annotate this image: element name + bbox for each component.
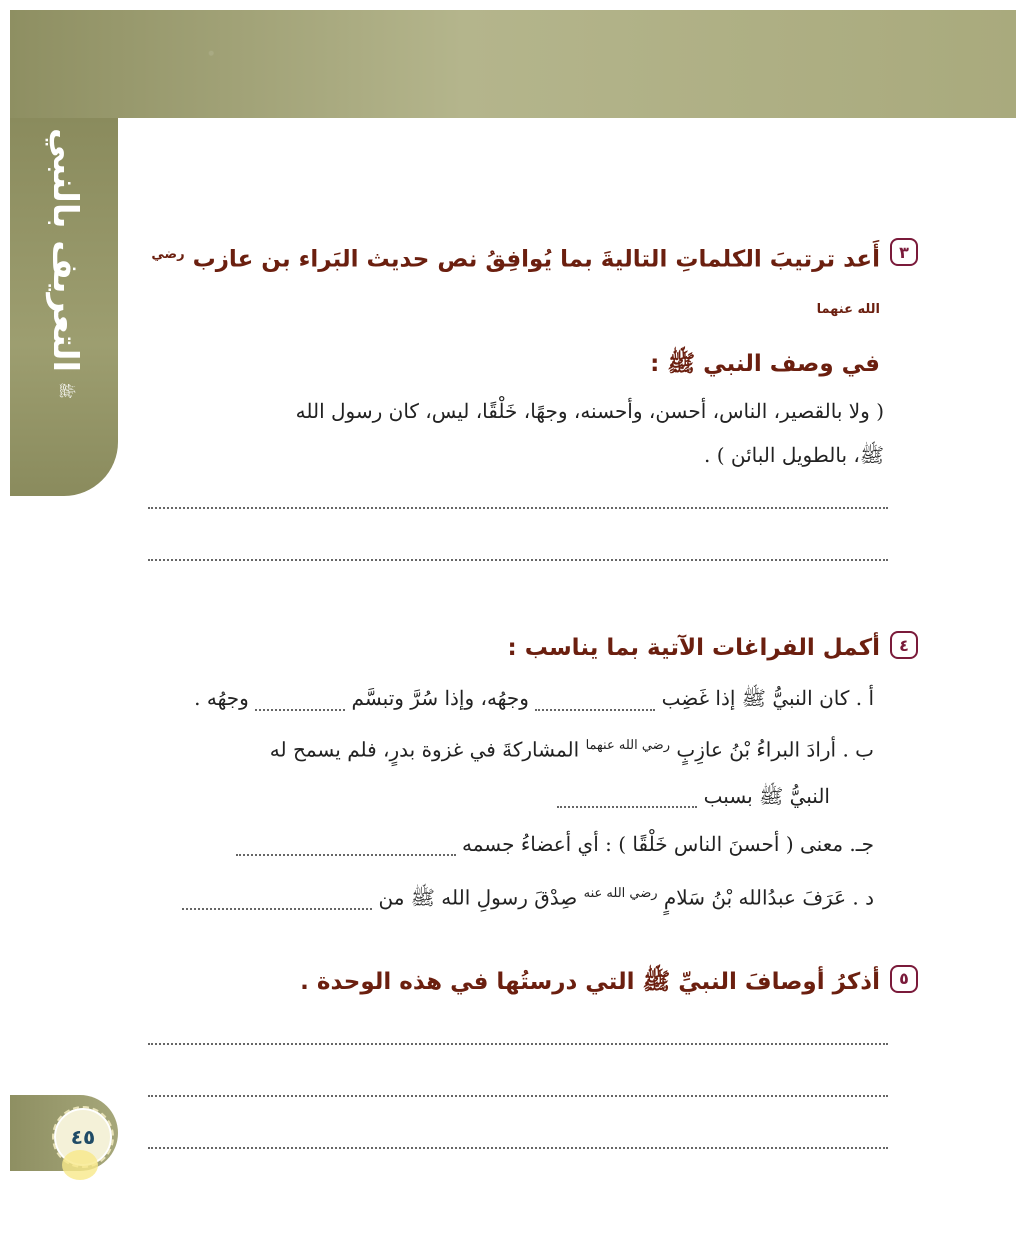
item-b-part2: المشاركةَ في غزوة بدرٍ، فلم يسمح له bbox=[269, 737, 580, 762]
item-c-part1: جـ. معنى ( أحسنَ الناس خَلْقًا ) : أي أعضاءُ جسمه bbox=[462, 831, 874, 856]
answer-line-3a[interactable] bbox=[148, 477, 888, 509]
question-3-words-line1: ( ولا بالقصير، الناس، أحسن، وأحسنه، وجهًا، خَلْقًا، ليس، كان رسول الله bbox=[295, 399, 884, 424]
question-4-items bbox=[148, 673, 874, 922]
question-3-words-line2: ﷺ، بالطويل البائن ) . bbox=[704, 443, 884, 468]
page-number: ٤٥ bbox=[70, 1125, 96, 1149]
question-3-title bbox=[148, 230, 880, 389]
item-b-part3: النبيُّ ﷺ بسبب bbox=[703, 783, 830, 808]
question-4-item-b bbox=[148, 723, 874, 819]
question-4-header bbox=[148, 623, 918, 673]
blank-b[interactable] bbox=[557, 786, 697, 808]
question-3-title-line2: في وصف النبي ﷺ : bbox=[650, 351, 880, 378]
question-3-title-line1: أَعد ترتيبَ الكلماتِ التاليةَ بما يُوافِقُ نص حديث البَراء بن عازب bbox=[192, 246, 880, 273]
item-a-part2: وجهُه، وإذا سُرَّ وتبسَّم bbox=[351, 686, 529, 711]
unit-title-honorific: ﷺ bbox=[57, 382, 73, 400]
question-5-number: ٥ bbox=[890, 965, 918, 993]
blank-a2[interactable] bbox=[255, 689, 345, 711]
blank-d[interactable] bbox=[182, 888, 372, 910]
publisher-logo-icon bbox=[62, 1150, 98, 1180]
item-d-part2: صِدْقَ رسولِ الله ﷺ من bbox=[378, 885, 578, 910]
item-b-part1: ب . أرادَ البراءُ بْنُ عازِبٍ bbox=[676, 737, 874, 762]
answer-line-5c[interactable] bbox=[148, 1117, 888, 1149]
question-3-number: ٣ bbox=[890, 238, 918, 266]
question-4-item-a bbox=[148, 673, 874, 723]
item-d-honorific: رضي الله عنه bbox=[583, 885, 658, 901]
blank-c[interactable] bbox=[236, 834, 456, 856]
item-d-part1: د . عَرَفَ عبدُالله بْنُ سَلامٍ bbox=[663, 885, 874, 910]
unit-title bbox=[35, 118, 95, 458]
blank-a1[interactable] bbox=[535, 689, 655, 711]
question-4-number: ٤ bbox=[890, 631, 918, 659]
question-4-item-c bbox=[148, 819, 874, 869]
item-b-honorific: رضي الله عنهما bbox=[585, 738, 670, 754]
item-a-part1: أ . كان النبيُّ ﷺ إذا غَضِب bbox=[661, 686, 874, 711]
question-3-honorific: رضي الله عنهما bbox=[151, 247, 880, 317]
answer-line-5a[interactable] bbox=[148, 1013, 888, 1045]
item-a-part3: وجهُه . bbox=[194, 686, 249, 711]
question-4-item-d bbox=[148, 869, 874, 923]
question-4-title: أكمل الفراغات الآتية بما يناسب : bbox=[507, 635, 880, 662]
worksheet-content bbox=[148, 230, 918, 1149]
question-5-title: أذكرُ أوصافَ النبيِّ ﷺ التي درستُها في هذه الوحدة . bbox=[300, 968, 880, 995]
top-decorative-band bbox=[10, 10, 1016, 118]
answer-line-3b[interactable] bbox=[148, 529, 888, 561]
answer-line-5b[interactable] bbox=[148, 1065, 888, 1097]
question-5-header bbox=[148, 957, 918, 1007]
question-3-header bbox=[148, 230, 918, 389]
unit-title-text: التعريف بالنبي bbox=[45, 128, 85, 373]
question-3-words bbox=[148, 389, 884, 477]
